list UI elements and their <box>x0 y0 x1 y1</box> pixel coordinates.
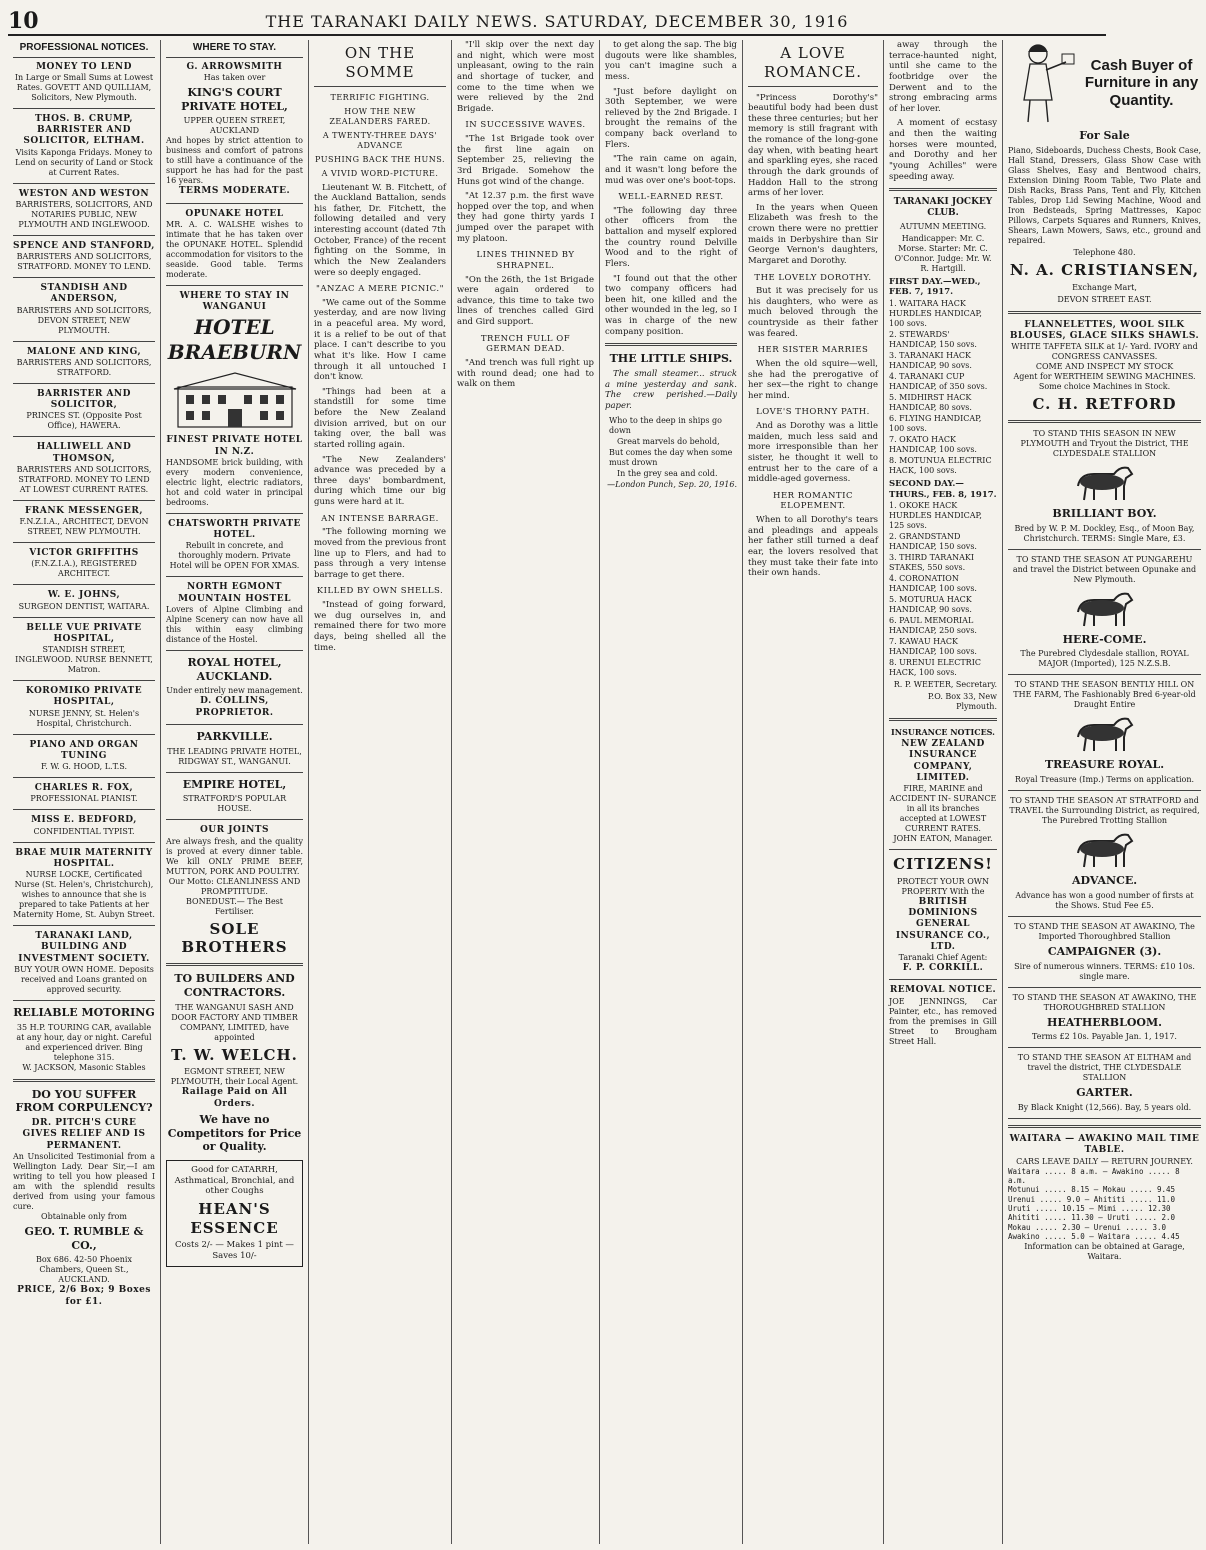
race-entry: 4. TARANAKI CUP HANDICAP, of 350 sovs. <box>889 371 988 391</box>
stallion-heading: TO STAND THIS SEASON IN NEW PLYMOUTH and Tryout the District, THE CLYDESDALE STALLION <box>1020 428 1189 458</box>
column-where-to-stay <box>161 40 309 1544</box>
ad-name: MALONE AND KING, <box>26 346 142 357</box>
ad-name: W. E. JOHNS, <box>47 590 121 601</box>
newspaper-title: THE TARANAKI DAILY NEWS. SATURDAY, DECEMBER 30, 1916 <box>265 11 849 31</box>
stallion-ad <box>1008 680 1201 785</box>
ad-text: BARRISTERS AND SOLICITORS, DEVON STREET, NEW PLYMOUTH. <box>16 305 152 335</box>
jockey-club-heading: TARANAKI JOCKEY CLUB. <box>893 197 993 219</box>
ad-name: CHARLES R. FOX, <box>34 783 134 793</box>
stallion-text: Sire of numerous winners. TERMS: £10 10s. single mare. <box>1014 961 1195 981</box>
professional-ad <box>13 623 155 676</box>
race-entry: 1. OKOKE HACK HURDLES HANDICAP, 125 sovs. <box>889 501 982 531</box>
professional-ad <box>13 740 155 773</box>
ad-text: BARRISTERS, SOLICITORS, AND NOTARIES PUBLIC, NEW PLYMOUTH AND INGLEWOOD. <box>15 199 153 229</box>
timetable-row: Urenui ..... 9.0 — Ahititi ..... 11.0 <box>1008 1194 1176 1204</box>
ad-text: BARRISTERS AND SOLICITORS, STRATFORD. MONEY TO LEND AT LOWEST CURRENT RATES. <box>16 464 152 494</box>
stallion-ad <box>1008 922 1201 982</box>
ad-text: F.N.Z.I.A., ARCHITECT, DEVON STREET, NEW PLYMOUTH. <box>19 517 149 536</box>
ad-text: (F.N.Z.I.A.), REGISTERED ARCHITECT. <box>31 559 137 579</box>
stallion-text: Bred by W. P. M. Dockley, Esq., of Moon Bay, Christchurch. TERMS: Single Mare, £3. <box>1014 523 1195 543</box>
ad-text: BARRISTERS AND SOLICITORS, STRATFORD. MONEY TO LEND. <box>16 252 152 271</box>
race-entry: 7. OKATO HACK HANDICAP, 100 sovs. <box>889 434 977 454</box>
race-entry: 5. MOTURUA HACK HANDICAP, 90 sovs. <box>889 595 972 615</box>
section-heading: PROFESSIONAL NOTICES. <box>13 42 155 58</box>
article-title: ON THE SOMME <box>314 44 446 87</box>
professional-ad <box>13 114 155 178</box>
stallion-ad <box>1008 796 1201 911</box>
section-heading: WHERE TO STAY. <box>166 42 303 58</box>
ad-heans-essence: Good for CATARRH, Asthmatical, Bronchial, and other Coughs HEAN'S ESSENCE Costs 2/- — Makes 1 pint — Saves 10/- <box>166 1160 303 1267</box>
stallion-text: Terms £2 10s. Payable Jan. 1, 1917. <box>1032 1032 1177 1042</box>
race-list-day-one <box>889 299 997 476</box>
timetable-rows <box>1008 1167 1201 1242</box>
race-entry: 2. GRANDSTAND HANDICAP, 150 sovs. <box>889 532 977 552</box>
ad-name: THOS. B. CRUMP, BARRISTER AND SOLICITOR, ELTHAM. <box>23 113 145 147</box>
ad-mail-timetable: WAITARA — AWAKINO MAIL TIME TABLE. CARS LEAVE DAILY — RETURN JOURNEY. Waitara ..... 8 a.m. — Awakino ..... 8 a.m. Motunui ..... 8.15 — Mokau ..... 9.45 Urenui ..... 9.0 — Ahititi ..... 11.0 Uruti ..... 10.15 — Mimi ..... 12.30 Ahititi ..... 11.30 — Uruti ..... 2.0 Mokau ..... 2.30 — Urenui ..... 3.0 Awakino ..... 5.0 — Waitara ..... 4.45 Information can be obtained at Garage, Waitara. <box>1008 1134 1200 1261</box>
ad-motoring: RELIABLE MOTORING 35 H.P. TOURING CAR, available at any hour, day or night. Careful and experienced driver. Bing telephone 315. W. JACKSON, Masonic Stables <box>13 1005 155 1072</box>
ad-name: MISS E. BEDFORD, <box>31 815 137 826</box>
race-entry: 6. PAUL MEMORIAL HANDICAP, 250 sovs. <box>889 616 977 636</box>
poem-line: But comes the day when some must drown <box>609 447 733 467</box>
ad-chatsworth: CHATSWORTH PRIVATE HOTEL. Rebuilt in concrete, and thoroughly modern. Private Hotel will be OPEN FOR XMAS. <box>168 518 301 571</box>
ad-name: VICTOR GRIFFITHS <box>29 548 139 558</box>
race-entry: 5. MIDHIRST HACK HANDICAP, 80 sovs. <box>889 392 972 412</box>
ad-sash-door-factory: TO BUILDERS AND CONTRACTORS. THE WANGANUI SASH AND DOOR FACTORY AND TIMBER COMPANY, LIMITED, have appointed T. W. WELCH. EGMONT STREET, NEW PLYMOUTH, their Local Agent. Railage Paid on All Orders. We have no Competitors for Price or Quality. <box>167 972 302 1154</box>
ad-text: PROFESSIONAL PIANIST. <box>30 794 138 804</box>
ad-text: BARRISTERS AND SOLICITORS, STRATFORD. <box>16 357 152 377</box>
ad-text: STANDISH STREET, INGLEWOOD. NURSE BENNETT, Matron. <box>15 645 153 674</box>
stallion-heading: TO STAND THE SEASON AT ELTHAM and travel the district, THE CLYDESDALE STALLION <box>1017 1053 1192 1083</box>
timetable-row: Motunui ..... 8.15 — Mokau ..... 9.45 <box>1008 1185 1176 1195</box>
timetable-row: Waitara ..... 8 a.m. — Awakino ..... 8 a.m. <box>1008 1166 1180 1185</box>
ad-braeburn: WHERE TO STAY IN WANGANUI HOTEL BRAEBURN FINEST PRIVATE HOTEL IN N.Z. HANDSOME brick building, with every modern convenience, electric light, electric radiators, hot and cold water in principal bedrooms. <box>166 290 303 507</box>
ad-retford: FLANNELETTES, WOOL SILK BLOUSES, GLACE SILKS SHAWLS. WHITE TAFFETA SILK at 1/- Yard. IVORY and CONGRESS CANVASSES. COME AND INSPECT MY STOCK Agent for WERTHEIM SEWING MACHINES. Some choice Machines in Stock. C. H. RETFORD <box>1009 319 1200 413</box>
ad-text: CONFIDENTIAL TYPIST. <box>33 826 135 836</box>
ad-name: STANDISH AND ANDERSON, <box>40 283 128 305</box>
column-somme-end-and-poem: to get along the sap. The big dugouts were like shambles, you can't imagine such a mess. "Just before daylight on 30th September, we were relieved by the 2nd Brigade. I brought the remains of the company back overland to Flers. "The rain came on again, and it wasn't long before the mud was over one's boot-tops. WELL-EARNED REST. "The following day three other officers from the battalion and myself explored the country round Delville Wood and to the right of Flers. "I found out that the other two company officers had been hit, one killed and the other wounded in the leg, so I was in charge of the new company position. THE LITTLE SHIPS. The small steamer... struck a mine yesterday and sank. The crew perished.—Daily paper. Who to the deep in ships go down Great marvels do behold, But comes the day when some must drown In the grey sea and cold. —London Punch, Sep. 20, 1916. <box>600 40 743 1544</box>
cash-buyer-heading: Cash Buyer of Furniture in any Quantity. <box>1084 57 1199 109</box>
professional-ad <box>13 347 155 378</box>
ad-name: WESTON AND WESTON <box>18 188 150 199</box>
ad-text: Visits Kaponga Fridays. Money to Lend on security of Land or Stock at Current Rates. <box>15 147 153 177</box>
professional-ad <box>13 283 155 336</box>
auctioneer-figure-illustration <box>1008 40 1078 126</box>
ad-removal-notice: REMOVAL NOTICE. JOE JENNINGS, Car Painter, etc., has removed from the premises in Gill Street to Brougham Street Hall. <box>889 985 997 1046</box>
column-classifieds: Cash Buyer of Furniture in any Quantity. For Sale Piano, Sideboards, Duchess Chests, Book Case, Hall Stand, Dressers, Glass Show Case with Glass Shelves, Easy and Bentwood chairs, Extension Dining Room Table, Two Plate and Dish Racks, Brass Pans, Tent and Fly, Kitchen Tables, Drop Lid Sewing Machine, Wood and Iron Bedsteads, Spring Mattresses, Kapoc Pillows, Carpets Squares and Runners, Knives, Shears, Lawn Mowers, Saws, etc., ground and repaired. Telephone 480. N. A. CRISTIANSEN, Exchange Mart, DEVON STREET EAST. FLANNELETTES, WOOL SILK BLOUSES, GLACE SILKS SHAWLS. WHITE TAFFETA SILK at 1/- Yard. IVORY and CONGRESS CANVASSES. COME AND INSPECT MY STOCK Agent for WERTHEIM SEWING MACHINES. Some choice Machines in Stock. C. H. RETFORD TO STAND THIS SEASON IN NEW PLYMOUTH and Tryout the District, THE CLYDESDALE STALLION BRILLIANT BOY. Bred by W. P. M. Dockley, Esq., of Moon Bay, Christchurch. TERMS: Single Mare, £3. TO STAND THE SEASON AT PUNGAREHU and travel the District between Opunake and New Plymouth. HERE-COME. The Purebred Clydesdale stallion, ROYAL MAJOR (Imported), 125 N.Z.S.B. TO STAND THE SEASON BENTLY HILL ON THE FARM, The Fashionably Bred 6-year-old Draught Entire TREASURE ROYAL. Royal Treasure (Imp.) Terms on application. TO STAND THE SEASON AT STRATFORD and TRAVEL the Surrounding District, as required, The Purebred Trotting Stallion ADVANCE. Advance has won a good number of firsts at the Shows. Stud Fee £5. TO STAND THE SEASON AT AWAKINO, The Imported Thoroughbred Stallion CAMPAIGNER (3). Sire of numerous winners. TERMS: £10 10s. single mare. TO STAND THE SEASON AT AWAKINO, THE THOROUGHBRED STALLION HEATHERBLOOM. Terms £2 10s. Payable Jan. 1, 1917. TO STAND THE SEASON AT ELTHAM and travel the district, THE CLYDESDALE STALLION GARTER. By Black Knight (12,566). Bay, 5 years old. WAITARA — AWAKINO MAIL TIME TABLE. CARS LEAVE DAILY — RETURN JOURNEY. Waitara ..... 8 a.m. — Awakino ..... 8 a.m. Motunui ..... 8.15 — Mokau ..... 9.45 Urenui ..... 9.0 — Ahititi ..... 11.0 Uruti ..... 10.15 — Mimi ..... 12.30 Ahititi ..... 11.30 — Uruti ..... 2.0 Mokau ..... 2.30 — Urenui ..... 3.0 Awakino ..... 5.0 — Waitara ..... 4.45 Information can be obtained at Garage, Waitara. <box>1003 40 1206 1544</box>
stallion-ad <box>1008 1053 1201 1113</box>
ad-corpulency: DO YOU SUFFER FROM CORPULENCY? DR. PITCH'S CURE GIVES RELIEF AND IS PERMANENT. An Unsolicited Testimonial from a Wellington Lady. Dear Sir,—I am writing to tell you how pleased I am with the splendid results derived from using your famous cure. Obtainable only from GEO. T. RUMBLE & CO., Box 686. 42-50 Phoenix Chambers, Queen St., AUCKLAND. PRICE, 2/6 Box; 9 Boxes for £1. <box>13 1087 155 1307</box>
poem-line: Great marvels do behold, <box>617 436 720 446</box>
stallion-ad <box>1008 993 1201 1043</box>
ad-north-egmont: NORTH EGMONT MOUNTAIN HOSTEL Lovers of Alpine Climbing and Alpine Scenery can now have all this within easy climbing distance of the Hostel. <box>166 582 303 644</box>
professional-ad <box>13 590 155 611</box>
timetable-row: Mokau ..... 2.30 — Urenui ..... 3.0 <box>1008 1222 1167 1232</box>
stallion-heading: TO STAND THE SEASON BENTLY HILL ON THE FARM, The Fashionably Bred 6-year-old Draught Entire <box>1013 680 1196 710</box>
stallion-name: CAMPAIGNER (3). <box>1047 944 1162 958</box>
professional-ad <box>13 506 155 537</box>
race-entry: 8. MOTUNUA ELECTRIC HACK, 100 sovs. <box>889 455 992 475</box>
hotel-building-illustration <box>170 369 300 431</box>
professional-ad <box>13 686 155 729</box>
ad-name: HALLIWELL AND THOMSON, <box>36 442 132 464</box>
timetable-row: Ahititi ..... 11.30 — Uruti ..... 2.0 <box>1008 1213 1176 1223</box>
poem-line: In the grey sea and cold. <box>617 468 718 478</box>
ad-text: PRINCES ST. (Opposite Post Office), HAWERA. <box>26 411 142 431</box>
masthead <box>8 8 1106 36</box>
ad-cash-buyer <box>1008 40 1201 126</box>
stallion-ads-list <box>1008 429 1201 1119</box>
race-entry: 4. CORONATION HANDICAP, 100 sovs. <box>889 574 977 594</box>
ad-text: F. W. G. HOOD, L.T.S. <box>40 762 128 771</box>
ad-parkville: PARKVILLE. THE LEADING PRIVATE HOTEL, RIDGWAY ST., WANGANUI. <box>167 729 302 766</box>
stallion-ad <box>1008 429 1201 544</box>
stallion-name: ADVANCE. <box>1071 874 1138 887</box>
professional-ad <box>13 241 155 272</box>
professional-ad <box>13 815 155 836</box>
race-list-day-two <box>889 501 997 678</box>
professional-ad <box>13 62 155 103</box>
ad-kings-court: G. ARROWSMITH Has taken over KING'S COURT PRIVATE HOTEL, UPPER QUEEN STREET, AUCKLAND And hopes by strict attention to business and comfort of patrons to still have a continuance of the support he has had for the past 16 years. TERMS MODERATE. <box>166 61 303 197</box>
ad-empire-hotel: EMPIRE HOTEL, STRATFORD'S POPULAR HOUSE. <box>182 777 287 814</box>
ad-name: SPENCE AND STANFORD, <box>13 240 155 251</box>
column-professional-notices <box>8 40 161 1544</box>
stallion-name: HERE-COME. <box>1062 632 1147 646</box>
ad-name: KOROMIKO PRIVATE HOSPITAL, <box>25 686 143 708</box>
horse-illustration <box>1008 462 1201 504</box>
race-entry: 3. THIRD TARANAKI STAKES, 550 sovs. <box>889 553 975 573</box>
ad-name: BELLE VUE PRIVATE HOSPITAL, <box>26 622 142 644</box>
stallion-text: Royal Treasure (Imp.) Terms on application. <box>1014 775 1195 784</box>
ad-nz-insurance: NEW ZEALAND INSURANCE COMPANY, LIMITED. FIRE, MARINE and ACCIDENT IN- SURANCE in all its branches accepted at LOWEST CURRENT RATES. JOHN EATON, Manager. <box>889 739 997 844</box>
stallion-name: GARTER. <box>1076 1086 1133 1100</box>
ad-name: PIANO AND ORGAN TUNING <box>29 739 139 761</box>
race-entry: 1. WAITARA HACK HURDLES HANDICAP, 100 sovs. <box>889 298 982 328</box>
race-entry: 7. KAWAU HACK HANDICAP, 100 sovs. <box>889 637 977 657</box>
page-number: 10 <box>8 8 39 34</box>
column-container <box>8 40 1201 1544</box>
stallion-ad <box>1008 555 1201 670</box>
ad-text: In Large or Small Sums at Lowest Rates. GOVETT AND QUILLIAM, Solicitors, New Plymouth. <box>14 72 154 102</box>
professional-ad <box>13 783 155 804</box>
column-jockey-club: away through the terrace-haunted night, until she came to the footbridge over the Derwent and to the strong embracing arms of her lover. A moment of ecstasy and then the waiting horses were mounted, and Dorothy and her "young Achilles" were speeding away. TARANAKI JOCKEY CLUB. AUTUMN MEETING. Handicapper: Mr. C. Morse. Starter: Mr. C. O'Connor. Judge: Mr. W. R. Hartgill. FIRST DAY.—WED., FEB. 7, 1917. 1. WAITARA HACK HURDLES HANDICAP, 100 sovs. 2. STEWARDS' HANDICAP, 150 sovs. 3. TARANAKI HACK HANDICAP, 90 sovs. 4. TARANAKI CUP HANDICAP, of 350 sovs. 5. MIDHIRST HACK HANDICAP, 80 sovs. 6. FLYING HANDICAP, 100 sovs. 7. OKATO HACK HANDICAP, 100 sovs. 8. MOTUNUA ELECTRIC HACK, 100 sovs. SECOND DAY.—THURS., FEB. 8, 1917. 1. OKOKE HACK HURDLES HANDICAP, 125 sovs. 2. GRANDSTAND HANDICAP, 150 sovs. 3. THIRD TARANAKI STAKES, 550 sovs. 4. CORONATION HANDICAP, 100 sovs. 5. MOTURUA HACK HANDICAP, 90 sovs. 6. PAUL MEMORIAL HANDICAP, 250 sovs. 7. KAWAU HACK HANDICAP, 100 sovs. 8. URENUI ELECTRIC HACK, 100 sovs. R. P. WEETER, Secretary. P.O. Box 33, New Plymouth. INSURANCE NOTICES. NEW ZEALAND INSURANCE COMPANY, LIMITED. FIRE, MARINE and ACCIDENT IN- SURANCE in all its branches accepted at LOWEST CURRENT RATES. JOHN EATON, Manager. CITIZENS! PROTECT YOUR OWN PROPERTY With the BRITISH DOMINIONS GENERAL INSURANCE CO., LTD. Taranaki Chief Agent: F. P. CORKILL. REMOVAL NOTICE. JOE JENNINGS, Car Painter, etc., has removed from the premises in Gill Street to Brougham Street Hall. <box>884 40 1003 1544</box>
poem-lines <box>605 416 737 479</box>
professional-ad <box>13 189 155 230</box>
stallion-name: BRILLIANT BOY. <box>1052 506 1157 520</box>
stallion-heading: TO STAND THE SEASON AT AWAKINO, The Imported Thoroughbred Stallion <box>1014 921 1195 941</box>
race-entry: 6. FLYING HANDICAP, 100 sovs. <box>889 413 982 433</box>
stallion-text: By Black Knight (12,566). Bay, 5 years old. <box>1017 1103 1192 1112</box>
race-entry: 3. TARANAKI HACK HANDICAP, 90 sovs. <box>889 350 972 370</box>
horse-illustration <box>1008 829 1201 871</box>
column-love-romance: A LOVE ROMANCE. "Princess Dorothy's" beautiful body had been dust these three centuries; but her memory is still fragrant with the romance of the long-gone day when, with beating heart and sparkling eyes, she raced through the dark grounds of Haddon Hall to the strong arms of her lover. In the years when Queen Elizabeth was fresh to the crown there were no prettier maids in Derbyshire than Sir George Vernon's daughters, Margaret and Dorothy. THE LOVELY DOROTHY. But it was precisely for us his daughters, who were as much beloved through the countryside as their father was feared. HER SISTER MARRIES When the old squire—well, she had the prerogative of her sex—the right to change her mind. LOVE'S THORNY PATH. And as Dorothy was a little maiden, much less said and more irresponsible than her sister, he thought it well to entrust her to the care of a middle-aged governess. HER ROMANTIC ELOPEMENT. When to all Dorothy's tears and pleadings and appeals her father still turned a deaf ear, the lovers resolved that they must take their fate into their own hands. <box>743 40 884 1544</box>
ad-royal-hotel: ROYAL HOTEL, AUCKLAND. Under entirely new management. D. COLLINS, PROPRIETOR. <box>166 655 303 718</box>
ad-land-society: TARANAKI LAND, BUILDING AND INVESTMENT SOCIETY. BUY YOUR OWN HOME. Deposits received and Loans granted on approved security. <box>14 931 154 994</box>
race-entry: 2. STEWARDS' HANDICAP, 150 sovs. <box>889 329 977 349</box>
ad-british-dominions: CITIZENS! PROTECT YOUR OWN PROPERTY With the BRITISH DOMINIONS GENERAL INSURANCE CO., LTD. Taranaki Chief Agent: F. P. CORKILL. <box>893 855 993 974</box>
professional-ad <box>13 442 155 495</box>
professional-ad <box>13 548 155 579</box>
column-somme-continued: "I'll skip over the next day and night, which were most unpleasant, owing to the rain and shortage of tucker, and come to the time when we were relieved by the 2nd Brigade. IN SUCCESSIVE WAVES. "The 1st Brigade took over the first line again on September 25, relieving the 3rd Brigade. Somehow the Huns got wind of the change. "At 12.37 p.m. the first wave hopped over the top, and when they had gone thirty yards I jumped over the parapet with my platoon. LINES THINNED BY SHRAPNEL. "On the 26th, the 1st Brigade were again ordered to advance, this time to take two lines of trenches called Gird and Gird support. TRENCH FULL OF GERMAN DEAD. "And trench was full right up with round dead; one had to walk on them <box>452 40 600 1544</box>
stallion-text: Advance has won a good number of firsts at the Shows. Stud Fee £5. <box>1015 890 1194 910</box>
stallion-heading: TO STAND THE SEASON AT PUNGAREHU and travel the District between Opunake and New Plymouth. <box>1012 554 1197 584</box>
cristiansen-name: N. A. CRISTIANSEN, <box>1009 260 1200 279</box>
professional-ads-list <box>13 62 155 837</box>
stallion-name: TREASURE ROYAL. <box>1044 758 1165 772</box>
horse-illustration <box>1008 713 1201 755</box>
stallion-text: The Purebred Clydesdale stallion, ROYAL MAJOR (Imported), 125 N.Z.S.B. <box>1020 649 1189 669</box>
horse-illustration <box>1008 588 1201 630</box>
ad-text: NURSE JENNY, St. Helen's Hospital, Christchurch. <box>28 708 140 728</box>
ad-name: BARRISTER AND SOLICITOR, <box>37 388 131 410</box>
poem-title: THE LITTLE SHIPS. <box>609 352 733 366</box>
column-somme-article: ON THE SOMME TERRIFIC FIGHTING. HOW THE NEW ZEALANDERS FARED. A TWENTY-THREE DAYS' ADVANCE PUSHING BACK THE HUNS. A VIVID WORD-PICTURE. Lieutenant W. B. Fitchett, of the Auckland Battalion, sends his father, Dr. Fitchett, the following detailed and very interesting account (dated 7th October, France) of the recent fighting on the Somme, in which the New Zealanders were so deeply engaged. "ANZAC A MERE PICNIC." "We came out of the Somme yesterday, and are now living in a peaceful area. My word, it is a relief to be out of that place. I can't describe to you what it's like. How I came through it all untouched I don't know. "Things had been at a standstill for some time before the New Zealand division arrived, but on our taking over, the ball was started rolling again. "The New Zealanders' advance was preceded by a three days' bombardment, during which time our big guns were hard at it. AN INTENSE BARRAGE. "The following morning we moved from the previous front line up to Flers, and had to pass through a very intense barrage to get there. KILLED BY OWN SHELLS. "Instead of going forward, we dug ourselves in, and remained there for two more days, being shelled all the time. <box>309 40 452 1544</box>
ad-name: FRANK MESSENGER, <box>25 505 143 516</box>
stallion-heading: TO STAND THE SEASON AT STRATFORD and TRAVEL the Surrounding District, as required, The Purebred Trotting Stallion <box>1009 796 1200 825</box>
timetable-row: Uruti ..... 10.15 — Mimi ..... 12.30 <box>1008 1204 1171 1213</box>
ad-text: SURGEON DENTIST, WAITARA. <box>18 601 150 611</box>
ad-opunake: OPUNAKE HOTEL MR. A. C. WALSHE wishes to intimate that he has taken over the OPUNAKE HOTEL. Splendid accommodation for visitors to the seaside. Good table. Terms moderate. <box>166 208 303 279</box>
stallion-name: HEATHERBLOOM. <box>1046 1015 1163 1029</box>
poem-line: Who to the deep in ships go down <box>609 415 722 435</box>
ad-maternity: BRAE MUIR MATERNITY HOSPITAL. NURSE LOCKE, Certificated Nurse (St. Helen's, Christchurch), wishes to announce that she is prepared to take Patients at her Maternity Home, St. Aubyn Street. <box>13 847 155 919</box>
professional-ad <box>13 389 155 432</box>
stallion-heading: TO STAND THE SEASON AT AWAKINO, THE THOROUGHBRED STALLION <box>1012 992 1197 1012</box>
ad-name: MONEY TO LEND <box>36 61 132 72</box>
article-title: A LOVE ROMANCE. <box>748 44 878 87</box>
ad-sole-brothers: OUR JOINTS Are always fresh, and the quality is proved at every dinner table. We kill ONLY PRIME BEEF, MUTTON, PORK AND POULTRY. Our Motto: CLEANLINESS AND PROMPTITUDE. BONEDUST.— The Best Fertiliser. SOLE BROTHERS <box>166 825 303 957</box>
race-entry: 8. URENUI ELECTRIC HACK, 100 sovs. <box>889 658 981 678</box>
timetable-row: Awakino ..... 5.0 — Waitara ..... 4.45 <box>1008 1232 1180 1242</box>
